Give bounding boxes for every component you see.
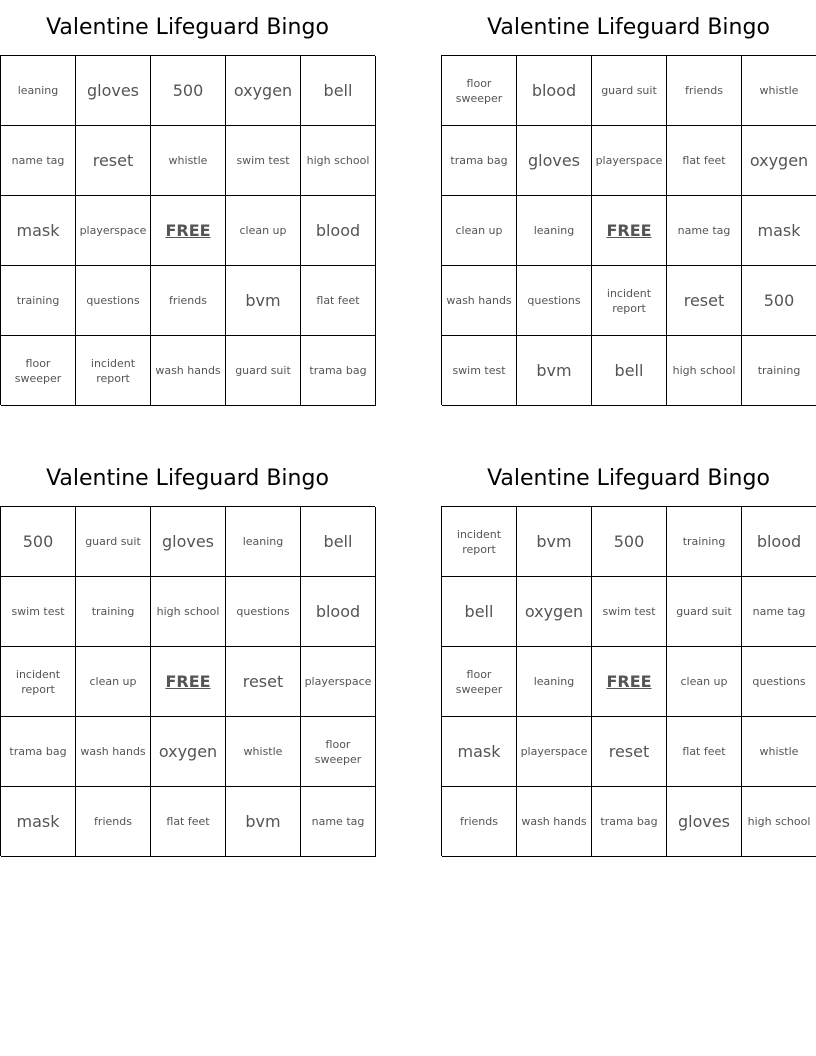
bingo-cell: playerspace bbox=[517, 717, 592, 787]
bingo-cell: swim test bbox=[1, 577, 76, 647]
bingo-cell: wash hands bbox=[151, 336, 226, 406]
bingo-cell: 500 bbox=[151, 56, 226, 126]
bingo-cell: guard suit bbox=[592, 56, 667, 126]
bingo-cell: name tag bbox=[667, 196, 742, 266]
bingo-grid bbox=[0, 506, 375, 856]
bingo-cell: wash hands bbox=[517, 787, 592, 857]
bingo-cell: questions bbox=[742, 647, 816, 717]
bingo-cell: gloves bbox=[667, 787, 742, 857]
bingo-cell: wash hands bbox=[76, 717, 151, 787]
card-title: Valentine Lifeguard Bingo bbox=[487, 466, 770, 491]
bingo-card-2 bbox=[441, 0, 816, 405]
bingo-cell: training bbox=[742, 336, 816, 406]
bingo-card-4 bbox=[441, 451, 816, 856]
bingo-cell: clean up bbox=[76, 647, 151, 717]
bingo-cell: swim test bbox=[442, 336, 517, 406]
bingo-grid bbox=[441, 55, 816, 405]
bingo-cell: leaning bbox=[226, 507, 301, 577]
bingo-cell: reset bbox=[667, 266, 742, 336]
bingo-cell: swim test bbox=[226, 126, 301, 196]
card-title: Valentine Lifeguard Bingo bbox=[46, 466, 329, 491]
bingo-cell: high school bbox=[667, 336, 742, 406]
bingo-cell: playerspace bbox=[301, 647, 376, 717]
bingo-cell: floor sweeper bbox=[1, 336, 76, 406]
bingo-cell: bell bbox=[301, 56, 376, 126]
bingo-grid bbox=[0, 55, 375, 405]
free-space-cell: FREE bbox=[151, 196, 226, 266]
bingo-cell: oxygen bbox=[742, 126, 816, 196]
bingo-cell: gloves bbox=[76, 56, 151, 126]
bingo-cell: trama bag bbox=[301, 336, 376, 406]
bingo-cell: training bbox=[667, 507, 742, 577]
bingo-cell: bell bbox=[592, 336, 667, 406]
bingo-cell: bell bbox=[301, 507, 376, 577]
bingo-cell: blood bbox=[517, 56, 592, 126]
bingo-cell: guard suit bbox=[667, 577, 742, 647]
bingo-cell: training bbox=[1, 266, 76, 336]
bingo-card-3 bbox=[0, 451, 375, 856]
bingo-cell: blood bbox=[742, 507, 816, 577]
bingo-cell: bvm bbox=[517, 336, 592, 406]
bingo-cell: bvm bbox=[226, 787, 301, 857]
bingo-cell: blood bbox=[301, 577, 376, 647]
bingo-cell: mask bbox=[1, 196, 76, 266]
bingo-cell: bvm bbox=[226, 266, 301, 336]
bingo-grid bbox=[441, 506, 816, 856]
bingo-cell: oxygen bbox=[151, 717, 226, 787]
bingo-cell: whistle bbox=[151, 126, 226, 196]
bingo-cell: high school bbox=[301, 126, 376, 196]
bingo-cell: mask bbox=[1, 787, 76, 857]
bingo-cell: oxygen bbox=[226, 56, 301, 126]
bingo-cell: training bbox=[76, 577, 151, 647]
bingo-cell: questions bbox=[76, 266, 151, 336]
bingo-cell: name tag bbox=[742, 577, 816, 647]
bingo-cell: 500 bbox=[742, 266, 816, 336]
bingo-cell: reset bbox=[592, 717, 667, 787]
card-title: Valentine Lifeguard Bingo bbox=[46, 15, 329, 40]
bingo-cell: whistle bbox=[226, 717, 301, 787]
bingo-cell: swim test bbox=[592, 577, 667, 647]
bingo-cell: questions bbox=[517, 266, 592, 336]
bingo-cell: wash hands bbox=[442, 266, 517, 336]
bingo-cell: playerspace bbox=[592, 126, 667, 196]
card-title: Valentine Lifeguard Bingo bbox=[487, 15, 770, 40]
free-space-cell: FREE bbox=[592, 196, 667, 266]
bingo-cell: reset bbox=[226, 647, 301, 717]
bingo-cell: guard suit bbox=[76, 507, 151, 577]
free-space-cell: FREE bbox=[592, 647, 667, 717]
bingo-cell: flat feet bbox=[667, 126, 742, 196]
bingo-cell: trama bag bbox=[592, 787, 667, 857]
bingo-cell: incident report bbox=[76, 336, 151, 406]
bingo-cell: flat feet bbox=[667, 717, 742, 787]
bingo-cell: floor sweeper bbox=[301, 717, 376, 787]
bingo-cell: flat feet bbox=[151, 787, 226, 857]
bingo-cell: incident report bbox=[1, 647, 76, 717]
bingo-cell: leaning bbox=[517, 647, 592, 717]
bingo-cell: 500 bbox=[592, 507, 667, 577]
bingo-cell: clean up bbox=[442, 196, 517, 266]
bingo-cell: guard suit bbox=[226, 336, 301, 406]
bingo-cell: whistle bbox=[742, 717, 816, 787]
bingo-cell: bell bbox=[442, 577, 517, 647]
bingo-cell: reset bbox=[76, 126, 151, 196]
bingo-cell: gloves bbox=[151, 507, 226, 577]
bingo-cell: flat feet bbox=[301, 266, 376, 336]
bingo-cell: clean up bbox=[667, 647, 742, 717]
bingo-cell: friends bbox=[667, 56, 742, 126]
bingo-cell: blood bbox=[301, 196, 376, 266]
bingo-cell: questions bbox=[226, 577, 301, 647]
bingo-cell: mask bbox=[742, 196, 816, 266]
bingo-cell: bvm bbox=[517, 507, 592, 577]
bingo-cell: name tag bbox=[301, 787, 376, 857]
bingo-cell: friends bbox=[76, 787, 151, 857]
bingo-cell: floor sweeper bbox=[442, 56, 517, 126]
bingo-cell: clean up bbox=[226, 196, 301, 266]
bingo-cell: friends bbox=[151, 266, 226, 336]
bingo-cell: 500 bbox=[1, 507, 76, 577]
free-space-cell: FREE bbox=[151, 647, 226, 717]
bingo-cell: oxygen bbox=[517, 577, 592, 647]
bingo-cell: mask bbox=[442, 717, 517, 787]
bingo-cell: incident report bbox=[592, 266, 667, 336]
bingo-cell: gloves bbox=[517, 126, 592, 196]
bingo-card-1 bbox=[0, 0, 375, 405]
bingo-cell: friends bbox=[442, 787, 517, 857]
bingo-cell: high school bbox=[151, 577, 226, 647]
bingo-cell: high school bbox=[742, 787, 816, 857]
bingo-cell: leaning bbox=[1, 56, 76, 126]
bingo-cell: incident report bbox=[442, 507, 517, 577]
bingo-cell: whistle bbox=[742, 56, 816, 126]
bingo-cell: name tag bbox=[1, 126, 76, 196]
bingo-cell: leaning bbox=[517, 196, 592, 266]
bingo-cell: floor sweeper bbox=[442, 647, 517, 717]
bingo-cell: playerspace bbox=[76, 196, 151, 266]
bingo-cell: trama bag bbox=[1, 717, 76, 787]
bingo-cell: trama bag bbox=[442, 126, 517, 196]
